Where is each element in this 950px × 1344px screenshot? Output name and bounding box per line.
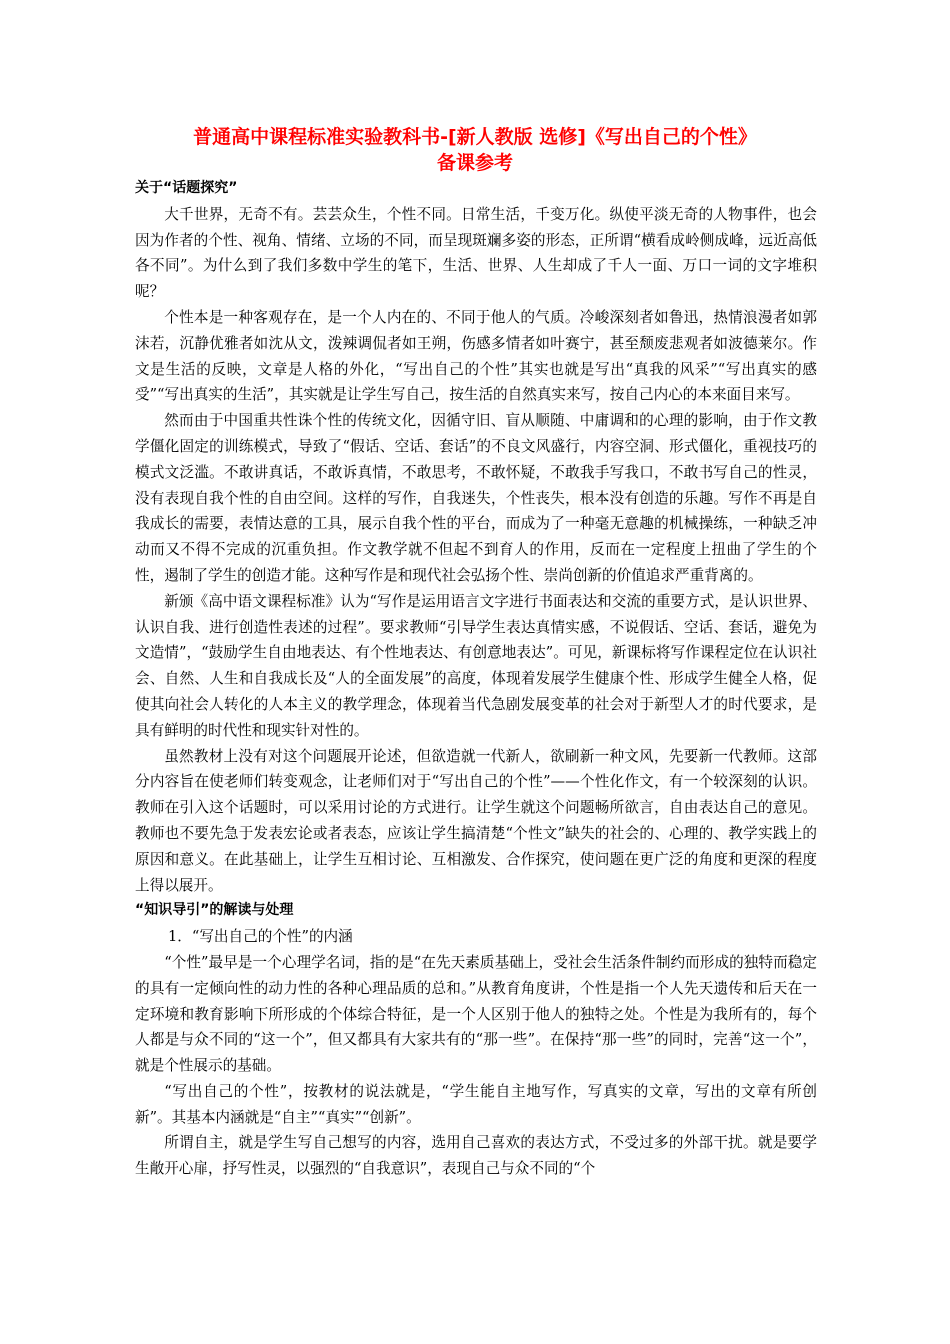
section-heading-knowledge-guide: “知识导引”的解读与处理 xyxy=(135,902,294,919)
numbered-subheading: 1．“写出自己的个性”的内涵 xyxy=(168,928,353,946)
body-paragraph: “个性”最早是一个心理学名词，指的是“在先天素质基础上，受社会生活条件制约而形成的独特而稳定的具有一定倾向性的动力性的各种心理品质的总和。”从教育角度讲，个性是指一个人先天遗传和后天在一定环境和教育影响下所形成的个体综合特征，是一个人区别于他人的独特之处。个性是为我所有的，每个人都是与众不同的“这一个”，但又都具有大家共有的“那一些”。在保持“那一些”的同时，完善“这一个”，就是个性展示的基础。 xyxy=(135,953,817,1075)
body-paragraph: “写出自己的个性”，按教材的说法就是，“学生能自主地写作，写真实的文章，写出的文章有所创新”。其基本内涵就是“自主”“真实”“创新”。 xyxy=(135,1082,817,1126)
section-heading-topic-inquiry: 关于“话题探究” xyxy=(135,180,238,196)
body-paragraph: 大千世界，无奇不有。芸芸众生，个性不同。日常生活，千变万化。纵使平淡无奇的人物事件，也会因为作者的个性、视角、情绪、立场的不同，而呈现斑斓多姿的形态，正所谓“横看成岭侧成峰，远近高低各不同”。为什么到了我们多数中学生的笔下，生活、世界、人生却成了千人一面、万口一词的文字堆积呢？ xyxy=(135,205,817,301)
document-title-line-2: 备课参考 xyxy=(436,152,513,174)
body-paragraph: 个性本是一种客观存在，是一个人内在的、不同于他人的气质。冷峻深刻者如鲁迅，热情浪漫者如郭沫若，沉静优雅者如沈从文，泼辣调侃者如王朔，伤感多情者如叶赛宁，甚至颓废悲观者如波德莱尔。作文是生活的反映，文章是人格的外化，“写出自己的个性”其实也就是写出“真我的风采”“写出真实的感受”“写出真实的生活”，其实就是让学生写自己，按生活的自然真实来写，按自己内心的本来面目来写。 xyxy=(135,308,817,404)
body-paragraph: 新颁《高中语文课程标准》认为“写作是运用语言文字进行书面表达和交流的重要方式，是认识世界、认识自我、进行创造性表述的过程”。要求教师“引导学生表达真情实感，不说假话、空话、套话，避免为文造情”，“鼓励学生自由地表达、有个性地表达、有创意地表达”。可见，新课标将写作课程定位在认识社会、自然、人生和自我成长及“人的全面发展”的高度，体现着发展学生健康个性、形成学生健全人格，促使其向社会人转化的人本主义的教学理念，体现着当代急剧发展变革的社会对于新型人才的时代要求，是具有鲜明的时代性和现实针对性的。 xyxy=(135,592,817,739)
body-paragraph: 然而由于中国重共性诛个性的传统文化，因循守旧、盲从顺随、中庸调和的心理的影响，由于作文教学僵化固定的训练模式，导致了“假话、空话、套话”的不良文风盛行，内容空洞、形式僵化，重视技巧的模式文泛滥。不敢讲真话，不敢诉真情，不敢思考，不敢怀疑，不敢我手写我口，不敢书写自己的性灵，没有表现自我个性的自由空间。这样的写作，自我迷失，个性丧失，根本没有创造的乐趣。写作不再是自我成长的需要，表情达意的工具，展示自我个性的平台，而成为了一种毫无意趣的机械操练，一种缺乏冲动而又不得不完成的沉重负担。作文教学就不但起不到育人的作用，反而在一定程度上扭曲了学生的个性，遏制了学生的创造才能。这种写作是和现代社会弘扬个性、崇尚创新的价值追求严重背离的。 xyxy=(135,412,817,584)
document-title-line-1: 普通高中课程标准实验教科书-[新人教版 选修]《写出自己的个性》 xyxy=(193,126,757,148)
body-paragraph: 所谓自主，就是学生写自己想写的内容，选用自己喜欢的表达方式，不受过多的外部干扰。就是要学生敞开心扉，抒写性灵，以强烈的“自我意识”，表现自己与众不同的“个 xyxy=(135,1134,817,1178)
body-paragraph: 虽然教材上没有对这个问题展开论述，但欲造就一代新人，欲刷新一种文风，先要新一代教师。这部分内容旨在使老师们转变观念，让老师们对于“写出自己的个性”——个性化作文，有一个较深刻的认识。教师在引入这个话题时，可以采用讨论的方式进行。让学生就这个问题畅所欲言，自由表达自己的意见。教师也不要先急于发表宏论或者表态，应该让学生搞清楚“个性文”缺失的社会的、心理的、教学实践上的原因和意义。在此基础上，让学生互相讨论、互相激发、合作探究，使问题在更广泛的角度和更深的程度上得以展开。 xyxy=(135,747,817,894)
document-body xyxy=(135,176,817,1182)
